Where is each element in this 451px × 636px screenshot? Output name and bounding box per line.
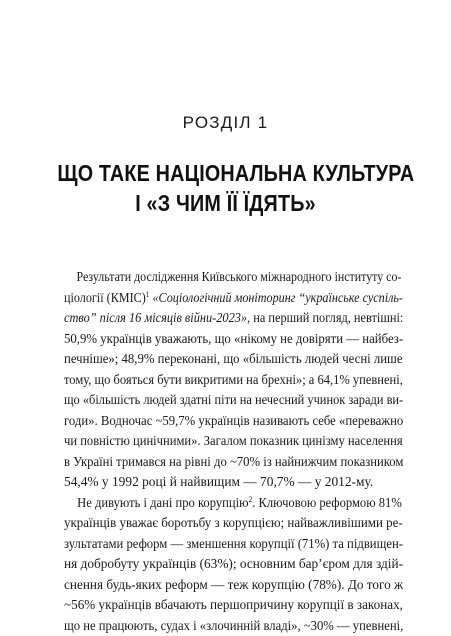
footnote-marker[interactable]: 2 xyxy=(248,495,252,504)
paragraph-1 xyxy=(64,267,403,493)
text-line: ство” після 16 місяців війни-2023», на перший погляд, невтішні: xyxy=(64,308,376,329)
text-line: ня добробуту українців (63%); основним бар’єром для здій- xyxy=(64,554,401,575)
text-line: ціології (КМІС)$^1$ «Соціологічний моніторинг “українське суспіль- xyxy=(64,288,371,309)
text-line: Результати дослідження Київського міжнародного інституту со- xyxy=(64,267,366,288)
text-line: тому, що бояться бути викритими на брехні»; а 64,1% упевнені, xyxy=(64,370,381,391)
footnote-marker[interactable]: 1 xyxy=(146,290,150,299)
text-line: українців уважає боротьбу з корупцією; найважливішими ре- xyxy=(64,513,392,534)
chapter-title-line-2: І «З ЧИМ ЇЇ ЇДЯТЬ» xyxy=(57,188,393,218)
paragraph-2 xyxy=(64,493,403,636)
text-line: зультатами реформ — зменшення корупції (71%) та підвищен- xyxy=(64,534,385,555)
chapter-title-line-1: ЩО ТАКЕ НАЦІОНАЛЬНА КУЛЬТУРА xyxy=(57,158,393,188)
text-line: 54,4% у 1992 році й найвищим — 70,7% — у 2012-му. xyxy=(64,472,403,493)
chapter-label: РОЗДІЛ 1 xyxy=(0,113,451,133)
text-line: в Україні тримався на рівні до ~70% із найнижчим показником xyxy=(64,452,385,473)
text-line: ~56% українців вбачають першопричину корупції в законах, xyxy=(64,595,397,616)
text-line: печніше»; 48,9% переконані, що «більшість людей чесні лише xyxy=(64,349,387,370)
text-line: що «більшість людей здатні піти на нечесний учинок заради ви- xyxy=(64,390,378,411)
text-line: годи». Водночас ~59,7% українців називають себе «переважно xyxy=(64,411,386,432)
text-line: Не дивують і дані про корупцію$^2$. Ключовою реформою 81% xyxy=(64,493,382,514)
text-line: снення будь-яких реформ — теж корупцію (78%). До того ж xyxy=(64,575,399,596)
text-line: 50,9% українців уважають, що «нікому не довіряти — найбез- xyxy=(64,329,388,350)
chapter-title xyxy=(57,158,393,218)
body-text xyxy=(64,267,403,636)
text-line: чи повністю цинічними». Загалом показник цинізму населення xyxy=(64,431,382,452)
text-line: що не працюють, судах і «злочинній владі», ~30% — упевнені, xyxy=(64,616,384,636)
